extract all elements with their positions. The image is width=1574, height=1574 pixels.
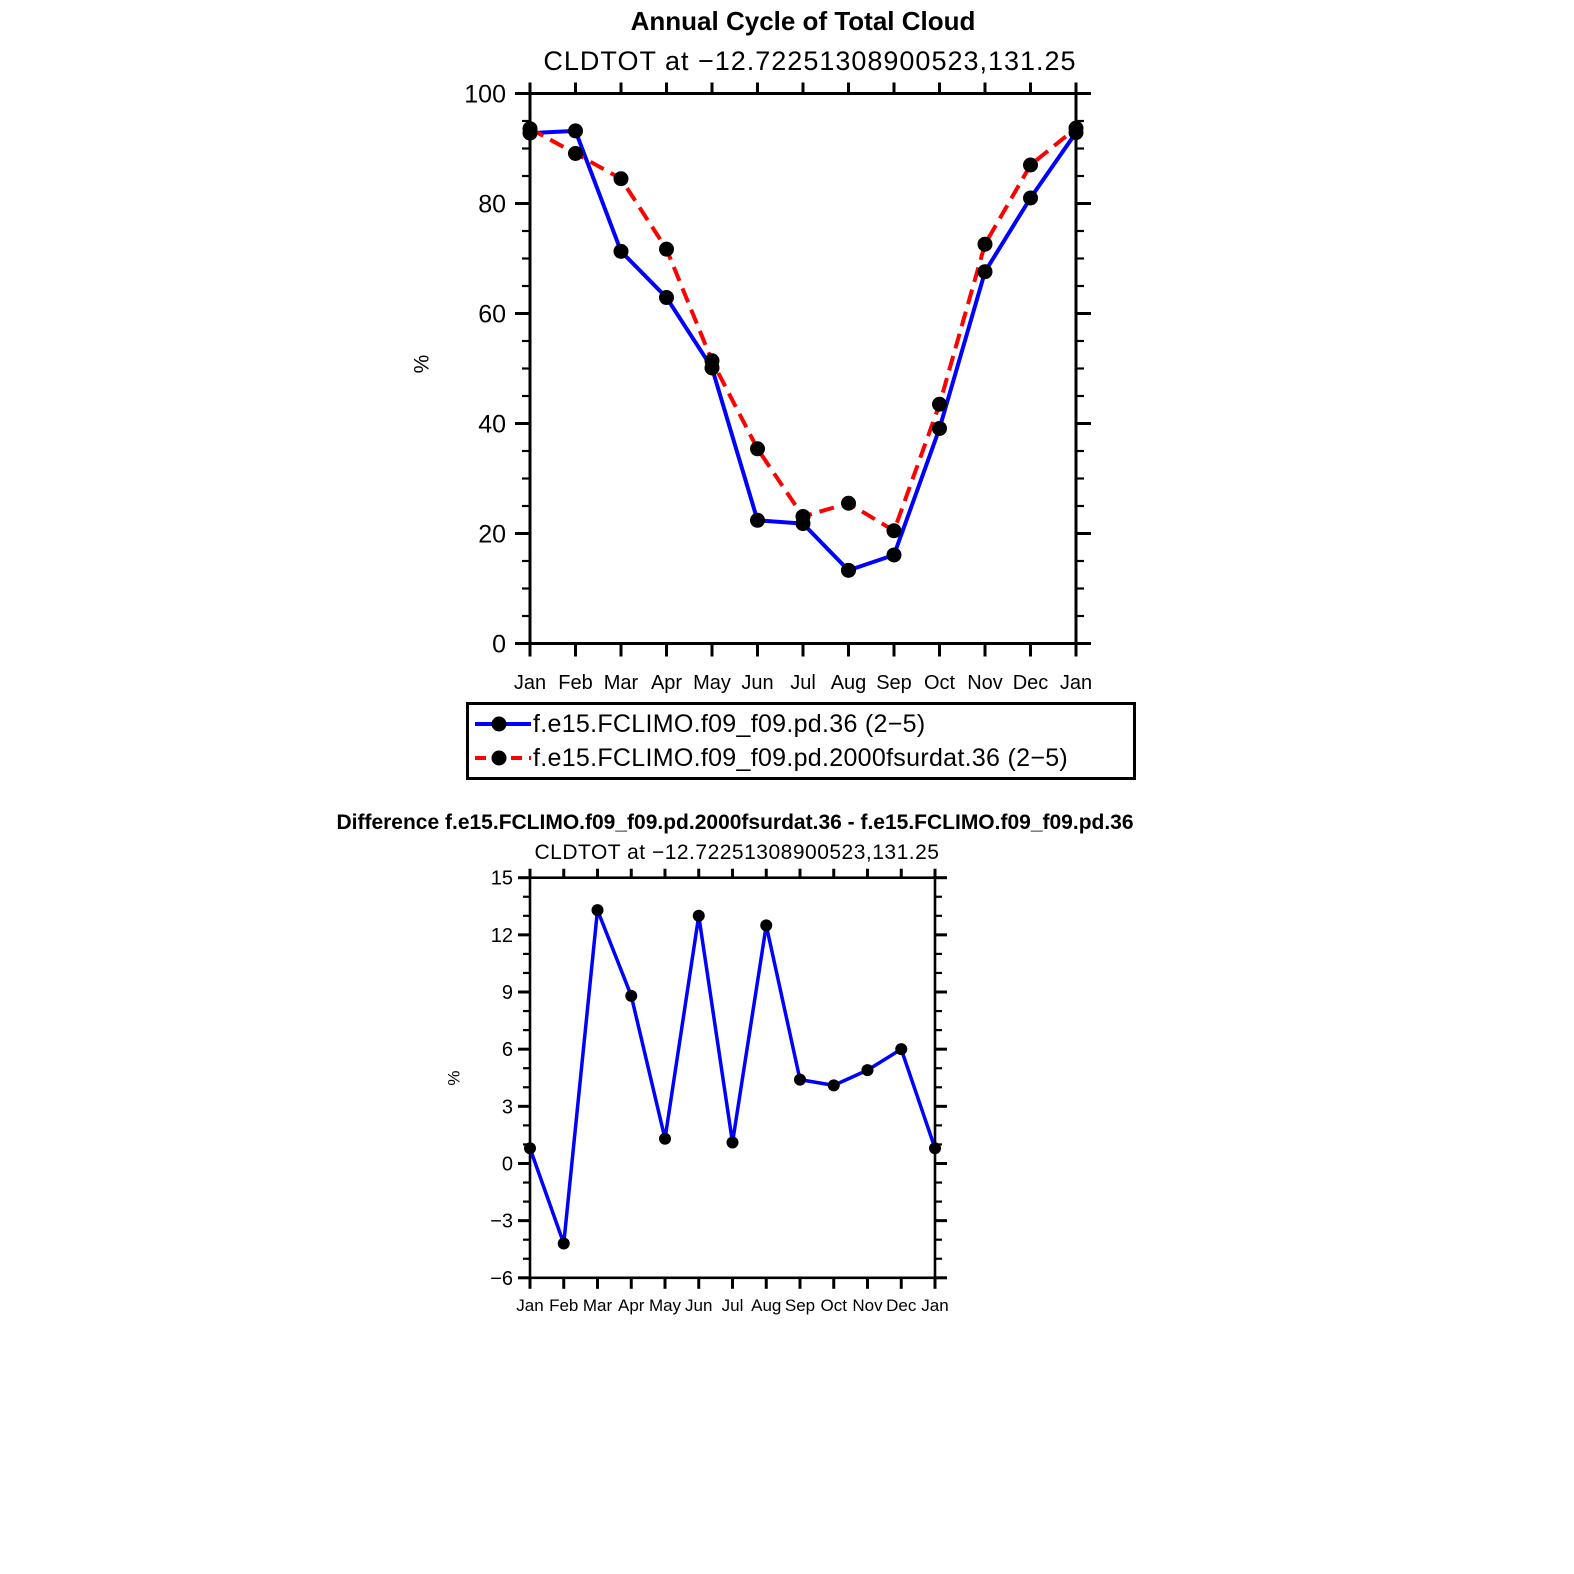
data-point-marker — [625, 990, 637, 1002]
y-axis-tick-label: 80 — [478, 190, 506, 219]
data-point-marker — [693, 910, 705, 922]
top-chart-y-axis-label: % — [410, 354, 434, 374]
data-point-marker — [558, 1238, 570, 1250]
x-axis-month-label: Mar — [582, 1296, 613, 1315]
x-axis-month-label: Oct — [923, 672, 956, 694]
y-axis-tick-label: 9 — [501, 982, 513, 1005]
x-axis-month-label: Jan — [513, 672, 547, 694]
x-axis-month-label: Mar — [603, 672, 639, 694]
legend-label-series1: f.e15.FCLIMO.f09_f09.pd.36 (2−5) — [533, 709, 926, 738]
diff-chart-subtitle: CLDTOT at −12.72251308900523,131.25 — [534, 841, 940, 864]
x-axis-month-label: Jan — [1059, 672, 1093, 694]
y-axis-tick-label: 0 — [492, 630, 506, 659]
x-axis-month-label: Jun — [685, 1296, 713, 1315]
y-axis-tick-label: 100 — [464, 80, 506, 109]
y-axis-tick-label: −3 — [490, 1210, 513, 1233]
x-axis-month-label: May — [648, 1296, 682, 1315]
x-axis-month-label: Jan — [516, 1296, 544, 1315]
data-point-marker — [524, 1142, 536, 1154]
series-line — [530, 910, 935, 1243]
top-chart-subtitle: CLDTOT at −12.72251308900523,131.25 — [543, 46, 1077, 76]
x-axis-month-label: Sep — [784, 1296, 816, 1315]
data-point-marker — [592, 904, 604, 916]
data-point-marker — [828, 1079, 840, 1091]
y-axis-tick-label: 12 — [490, 924, 513, 947]
x-axis-month-label: Aug — [830, 672, 867, 694]
data-point-marker — [659, 1133, 671, 1145]
y-axis-tick-label: 0 — [501, 1153, 513, 1176]
x-axis-month-label: Sep — [876, 672, 912, 694]
plot-frame — [530, 878, 935, 1278]
x-axis-month-label: Jan — [921, 1296, 949, 1315]
data-point-marker — [929, 1142, 941, 1154]
x-axis-month-label: Aug — [751, 1296, 782, 1315]
y-axis-tick-label: −6 — [490, 1267, 513, 1290]
x-axis-month-label: Jun — [741, 672, 774, 694]
x-axis-month-label: Nov — [967, 672, 1003, 694]
data-point-marker — [862, 1064, 874, 1076]
data-point-marker — [727, 1137, 739, 1149]
legend-label-series2: f.e15.FCLIMO.f09_f09.pd.2000fsurdat.36 (2−5) — [533, 743, 1069, 772]
x-axis-month-label: Dec — [886, 1296, 917, 1315]
x-axis-month-label: Dec — [1012, 672, 1049, 694]
x-axis-month-label: May — [693, 672, 731, 694]
y-axis-tick-label: 15 — [490, 867, 513, 890]
diff-chart-y-axis-label: % — [444, 1070, 464, 1086]
x-axis-month-label: Feb — [549, 1296, 579, 1315]
x-axis-month-label: Apr — [618, 1296, 645, 1315]
top-chart-title: Annual Cycle of Total Cloud — [630, 6, 976, 36]
y-axis-tick-label: 3 — [501, 1096, 513, 1119]
y-axis-tick-label: 40 — [478, 410, 506, 439]
x-axis-month-label: Oct — [820, 1296, 847, 1315]
data-point-marker — [895, 1043, 907, 1055]
y-axis-tick-label: 20 — [478, 520, 506, 549]
data-point-marker — [760, 919, 772, 931]
x-axis-month-label: Feb — [558, 672, 593, 694]
y-axis-tick-label: 6 — [501, 1039, 513, 1062]
y-axis-tick-label: 60 — [478, 300, 506, 329]
data-point-marker — [794, 1074, 806, 1086]
x-axis-month-label: Jul — [721, 1296, 744, 1315]
x-axis-month-label: Jul — [790, 672, 816, 694]
x-axis-month-label: Nov — [852, 1296, 883, 1315]
x-axis-month-label: Apr — [650, 672, 683, 694]
diff-chart-title: Difference f.e15.FCLIMO.f09_f09.pd.2000fsurdat.36 - f.e15.FCLIMO.f09_f09.pd.36 — [336, 811, 1134, 834]
